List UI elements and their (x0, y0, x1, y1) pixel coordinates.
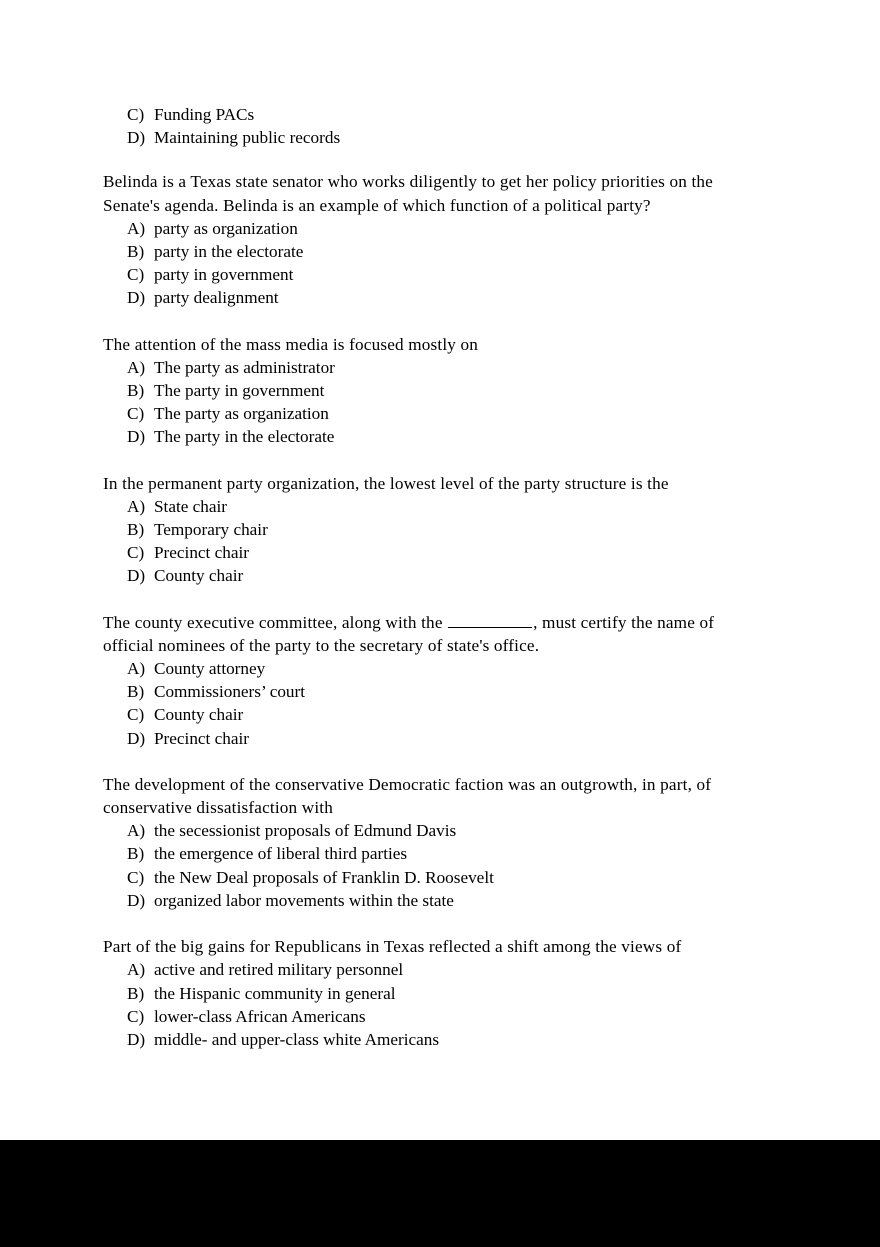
list-item[interactable] (103, 819, 765, 842)
option-text: active and retired military personnel (154, 960, 404, 980)
option-text: County attorney (154, 659, 266, 679)
list-item[interactable] (103, 425, 765, 448)
list-item[interactable] (103, 402, 765, 425)
option-label: B) (127, 844, 145, 864)
option-text: The party as administrator (154, 357, 335, 377)
question-block (103, 170, 765, 309)
list-item[interactable] (103, 889, 765, 912)
option-list (103, 217, 765, 310)
option-label: C) (127, 105, 145, 124)
list-item[interactable] (103, 541, 765, 564)
list-item[interactable] (103, 103, 765, 126)
option-label: C) (127, 543, 145, 563)
list-item[interactable] (103, 240, 765, 263)
option-list (103, 356, 765, 449)
question-block (103, 935, 765, 1051)
option-text: middle- and upper-class white Americans (154, 1029, 440, 1049)
option-text: party in the electorate (154, 242, 304, 262)
list-item[interactable] (103, 1028, 765, 1051)
list-item[interactable] (103, 680, 765, 703)
option-label: A) (127, 218, 146, 238)
list-item[interactable] (103, 379, 765, 402)
option-label: A) (127, 659, 146, 679)
option-list (103, 495, 765, 588)
list-item[interactable] (103, 518, 765, 541)
option-label: A) (127, 821, 146, 841)
option-text: the secessionist proposals of Edmund Davis (154, 821, 457, 841)
list-item[interactable] (103, 657, 765, 680)
option-label: D) (127, 288, 146, 308)
page-bottom-black-band (0, 1140, 880, 1247)
option-text: Temporary chair (154, 520, 268, 540)
option-label: C) (127, 265, 145, 285)
option-text: Precinct chair (154, 728, 249, 748)
option-text: the Hispanic community in general (154, 983, 396, 1003)
question-block (103, 773, 765, 912)
list-item[interactable] (103, 564, 765, 587)
question-stem-part-1: The county executive committee, along with the (103, 612, 448, 632)
option-label: D) (127, 128, 146, 148)
option-text: The party as organization (154, 404, 329, 424)
option-text: party dealignment (154, 288, 279, 308)
option-text: County chair (154, 705, 244, 725)
option-label: D) (127, 890, 146, 910)
option-text: Commissioners’ court (154, 682, 306, 702)
option-text: Funding PACs (154, 105, 255, 124)
question-block (103, 611, 765, 750)
block-spacer (103, 149, 765, 170)
list-item[interactable] (103, 286, 765, 309)
option-text: party as organization (154, 218, 298, 238)
list-item[interactable] (103, 126, 765, 149)
question-block (103, 472, 765, 588)
option-label: C) (127, 867, 145, 887)
question-stem: The development of the conservative Democratic faction was an outgrowth, in part, of conservative dissatisfaction with (103, 774, 712, 818)
question-stem (103, 611, 765, 657)
option-label: C) (127, 705, 145, 725)
option-list (103, 958, 765, 1051)
option-text: organized labor movements within the state (154, 890, 454, 910)
option-label: D) (127, 427, 146, 447)
list-item[interactable] (103, 842, 765, 865)
option-label: B) (127, 381, 145, 401)
option-text: State chair (154, 496, 228, 516)
option-label: C) (127, 404, 145, 424)
fill-in-blank (448, 613, 532, 628)
option-label: B) (127, 520, 145, 540)
list-item[interactable] (103, 958, 765, 981)
list-item[interactable] (103, 727, 765, 750)
option-text: the New Deal proposals of Franklin D. Roosevelt (154, 867, 494, 887)
option-label: B) (127, 682, 145, 702)
option-label: B) (127, 983, 145, 1003)
option-text: The party in the electorate (154, 427, 335, 447)
question-stem-part-2: , must certify the name of official nominees of the party to the secretary of state's office. (103, 612, 715, 655)
list-item[interactable] (103, 982, 765, 1005)
list-item[interactable] (103, 263, 765, 286)
option-text: lower-class African Americans (154, 1006, 366, 1026)
list-item[interactable] (103, 866, 765, 889)
question-block (103, 333, 765, 449)
list-item[interactable] (103, 356, 765, 379)
option-label: A) (127, 496, 146, 516)
list-item[interactable] (103, 1005, 765, 1028)
option-text: party in government (154, 265, 294, 285)
option-label: D) (127, 728, 146, 748)
option-label: A) (127, 960, 146, 980)
page-content (103, 103, 765, 1051)
option-text: The party in government (154, 381, 325, 401)
option-label: D) (127, 1029, 146, 1049)
list-item[interactable] (103, 495, 765, 518)
list-item[interactable] (103, 703, 765, 726)
question-stem: The attention of the mass media is focused mostly on (103, 334, 479, 354)
option-label: A) (127, 357, 146, 377)
option-text: Precinct chair (154, 543, 249, 563)
list-item[interactable] (103, 217, 765, 240)
option-list (103, 657, 765, 750)
question-stem: Part of the big gains for Republicans in Texas reflected a shift among the views of (103, 937, 682, 957)
option-text: the emergence of liberal third parties (154, 844, 408, 864)
option-label: B) (127, 242, 145, 262)
option-text: Maintaining public records (154, 128, 341, 148)
option-label: D) (127, 566, 146, 586)
option-label: C) (127, 1006, 145, 1026)
carryover-option-list (103, 103, 765, 149)
question-stem: Belinda is a Texas state senator who works diligently to get her policy priorities on the Senate's agenda. Belinda is an example of which function of a political party? (103, 172, 713, 215)
question-stem: In the permanent party organization, the lowest level of the party structure is the (103, 473, 669, 493)
option-text: County chair (154, 566, 244, 586)
option-list (103, 819, 765, 912)
